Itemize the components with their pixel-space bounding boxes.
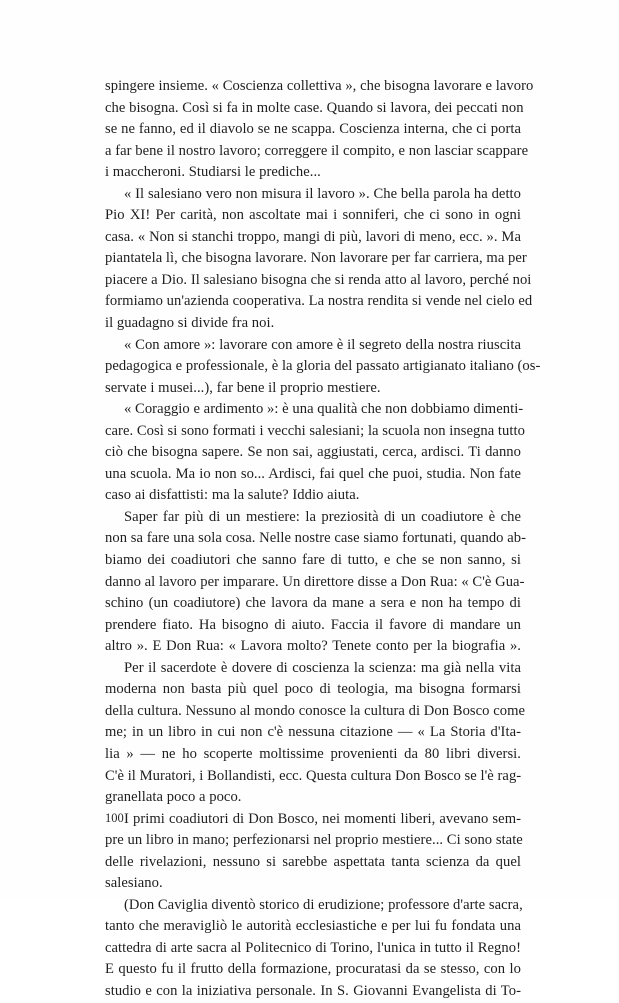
text-line: non sa fare una sola cosa. Nelle nostre case siamo fortunati, quando ab- — [105, 530, 526, 547]
text-line: piacere a Dio. Il salesiano bisogna che si renda atto al lavoro, perché noi — [105, 271, 532, 288]
page-number: 100 — [105, 811, 124, 825]
text-line: pedagogica e professionale, è la gloria del passato artigianato italiano (os- — [105, 358, 541, 375]
text-line: pre un libro in mano; perfezionarsi nel proprio mestiere... Ci sono state — [105, 832, 523, 849]
text-line: studio e con la iniziativa personale. In S. Giovanni Evangelista di To- — [105, 982, 521, 999]
text-line: lia » — ne ho scoperte moltissime provenienti da 80 libri diversi. — [105, 745, 521, 762]
text-line: piantatela lì, che bisogna lavorare. Non lavorare per far carriera, ma per — [105, 250, 527, 267]
text-line: altro ». E Don Rua: « Lavora molto? Tenete conto per la biografia ». — [105, 638, 521, 655]
text-line: se ne fanno, ed il diavolo se ne scappa. Coscienza interna, che ci porta — [105, 121, 521, 138]
text-line: servate i musei...), far bene il proprio mestiere. — [105, 379, 381, 396]
text-line: caso ai disfattisti: ma la salute? Iddio aiuta. — [105, 487, 360, 504]
body-text — [105, 76, 541, 1003]
text-line: casa. « Non si stanchi troppo, mangi di più, lavori di meno, ecc. ». Ma — [105, 228, 521, 245]
text-line: danno al lavoro per imparare. Un direttore disse a Don Rua: « C'è Gua- — [105, 573, 525, 590]
text-line: schino (un coadiutore) che lavora da mane a sera e non ha tempo di — [105, 595, 521, 612]
text-line: salesiano. — [105, 875, 163, 892]
text-line: Pio XI! Per carità, non ascoltate mai i sonniferi, che ci sono in ogni — [105, 207, 521, 224]
text-line: delle rivelazioni, nessuno si sarebbe aspettata tanta scienza da quel — [105, 853, 521, 870]
text-line: granellata poco a poco. — [105, 789, 242, 806]
text-line: tanto che meravigliò le autorità ecclesiastiche e per lui fu fondata una — [105, 918, 521, 935]
text-line: il guadagno si divide fra noi. — [105, 315, 275, 332]
text-line: I primi coadiutori di Don Bosco, nei momenti liberi, avevano sem- — [124, 810, 521, 827]
text-line: biamo dei coadiutori che sanno fare di tutto, e che se non sanno, si — [105, 552, 521, 569]
text-line: una scuola. Ma io non so... Ardisci, fai quel che puoi, studia. Non fate — [105, 465, 521, 482]
text-line: « Il salesiano vero non misura il lavoro ». Che bella parola ha detto — [124, 185, 521, 202]
text-line: (Don Caviglia diventò storico di erudizione; professore d'arte sacra, — [124, 896, 523, 913]
text-line: spingere insieme. « Coscienza collettiva », che bisogna lavorare e lavoro — [105, 78, 534, 94]
text-line: prendere fiato. Ha bisogno di aiuto. Faccia il favore di mandare un — [105, 616, 521, 633]
text-line: che bisogna. Così si fa in molte case. Quando si lavora, dei peccati non — [105, 99, 524, 116]
text-line: Saper far più di un mestiere: la preziosità di un coadiutore è che — [124, 508, 521, 525]
text-line: care. Così si sono formati i vecchi salesiani; la scuola non insegna tutto — [105, 422, 525, 439]
text-line: « Con amore »: lavorare con amore è il segreto della nostra riuscita — [124, 336, 521, 353]
text-line: « Coraggio e ardimento »: è una qualità che non dobbiamo dimenti- — [124, 401, 524, 418]
text-line: cattedra di arte sacra al Politecnico di Torino, l'unica in tutto il Regno! — [105, 939, 521, 956]
text-line: C'è il Muratori, i Bollandisti, ecc. Questa cultura Don Bosco se l'è rag- — [105, 767, 522, 784]
text-line: i maccheroni. Studiarsi le prediche... — [105, 164, 321, 181]
text-line: ciò che bisogna sapere. Se non sai, aggiustati, cerca, ardisci. Ti danno — [105, 444, 521, 461]
text-line: me; in un libro in cui non c'è nessuna citazione — « La Storia d'Ita- — [105, 724, 521, 741]
text-line: formiamo un'azienda cooperativa. La nostra rendita si vende nel cielo ed — [105, 293, 533, 310]
text-line: a far bene il nostro lavoro; correggere il compito, e non lasciar scappare — [105, 142, 529, 159]
text-line: della cultura. Nessuno al mondo conosce la cultura di Don Bosco come — [105, 702, 526, 719]
text-line: Per il sacerdote è dovere di coscienza la scienza: ma già nella vita — [124, 659, 521, 676]
text-line: E questo fu il frutto della formazione, procuratasi da se stesso, con lo — [105, 961, 521, 978]
text-line: moderna non basta più quel poco di teologia, ma bisogna formarsi — [105, 681, 521, 698]
